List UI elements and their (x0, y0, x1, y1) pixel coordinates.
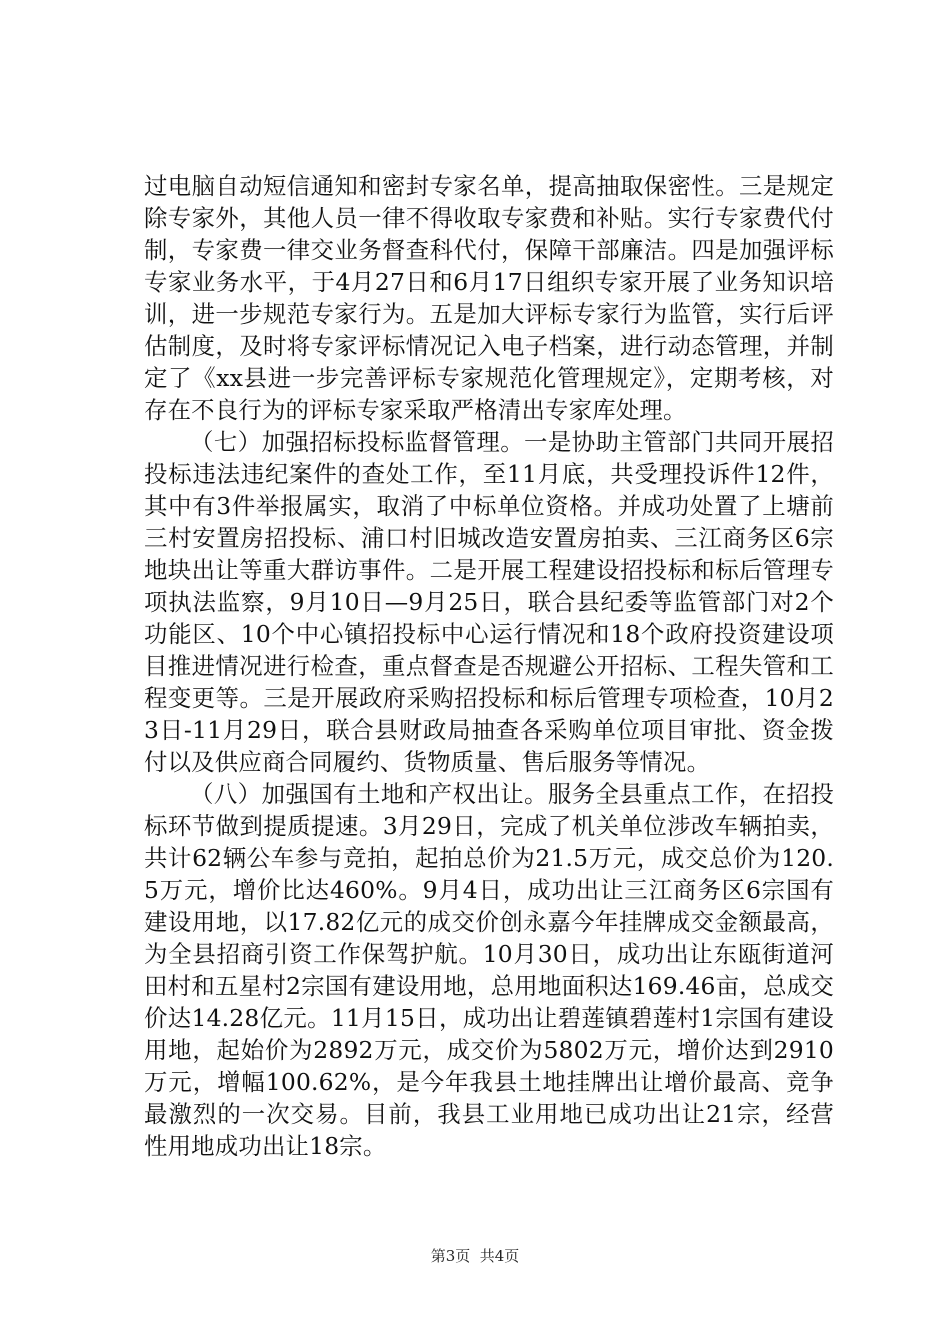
paragraph-expert-management: 过电脑自动短信通知和密封专家名单，提高抽取保密性。三是规定除专家外，其他人员一律不得收取专家费和补贴。实行专家费代付制，专家费一律交业务督查科代付，保障干部廉洁。四是加强评标专家业务水平，于4月27日和6月17日组织专家开展了业务知识培训，进一步规范专家行为。五是加大评标专家行为监管，实行后评估制度，及时将专家评标情况记入电子档案，进行动态管理，并制定了《xx县进一步完善评标专家规范化管理规定》，定期考核，对存在不良行为的评标专家采取严格清出专家库处理。 (144, 172, 834, 424)
paragraph-land-transfer: （八）加强国有土地和产权出让。服务全县重点工作，在招投标环节做到提质提速。3月29日，完成了机关单位涉改车辆拍卖，共计62辆公车参与竞拍，起拍总价为21.5万元，成交总价为120.5万元，增价比达460%。9月4日，成功出让三江商务区6宗国有建设用地，以17.82亿元的成交价创永嘉今年挂牌成交金额最高，为全县招商引资工作保驾护航。10月30日，成功出让东瓯街道河田村和五星村2宗国有建设用地，总用地面积达169.46亩，总成交价达14.28亿元。11月15日，成功出让碧莲镇碧莲村1宗国有建设用地，起始价为2892万元，成交价为5802万元，增价达到2910万元，增幅100.62%，是今年我县土地挂牌出让增价最高、竞争最激烈的一次交易。目前，我县工业用地已成功出让21宗，经营性用地成功出让18宗。 (144, 780, 834, 1160)
paragraph-bidding-supervision: （七）加强招标投标监督管理。一是协助主管部门共同开展招投标违法违纪案件的查处工作，至11月底，共受理投诉件12件，其中有3件举报属实，取消了中标单位资格。并成功处置了上塘前三村安置房招投标、浦口村旧城改造安置房拍卖、三江商务区6宗地块出让等重大群访事件。二是开展工程建设招投标和标后管理专项执法监察，9月10日—9月25日，联合县纪委等监管部门对2个功能区、10个中心镇招投标中心运行情况和18个政府投资建设项目推进情况进行检查，重点督查是否规避公开招标、工程失管和工程变更等。三是开展政府采购招投标和标后管理专项检查，10月23日-11月29日，联合县财政局抽查各采购单位项目审批、资金拨付以及供应商合同履约、货物质量、售后服务等情况。 (144, 428, 834, 776)
page-footer (0, 1246, 950, 1266)
document-body (144, 170, 834, 1162)
page-number: 第3页 共4页 (430, 1247, 520, 1265)
